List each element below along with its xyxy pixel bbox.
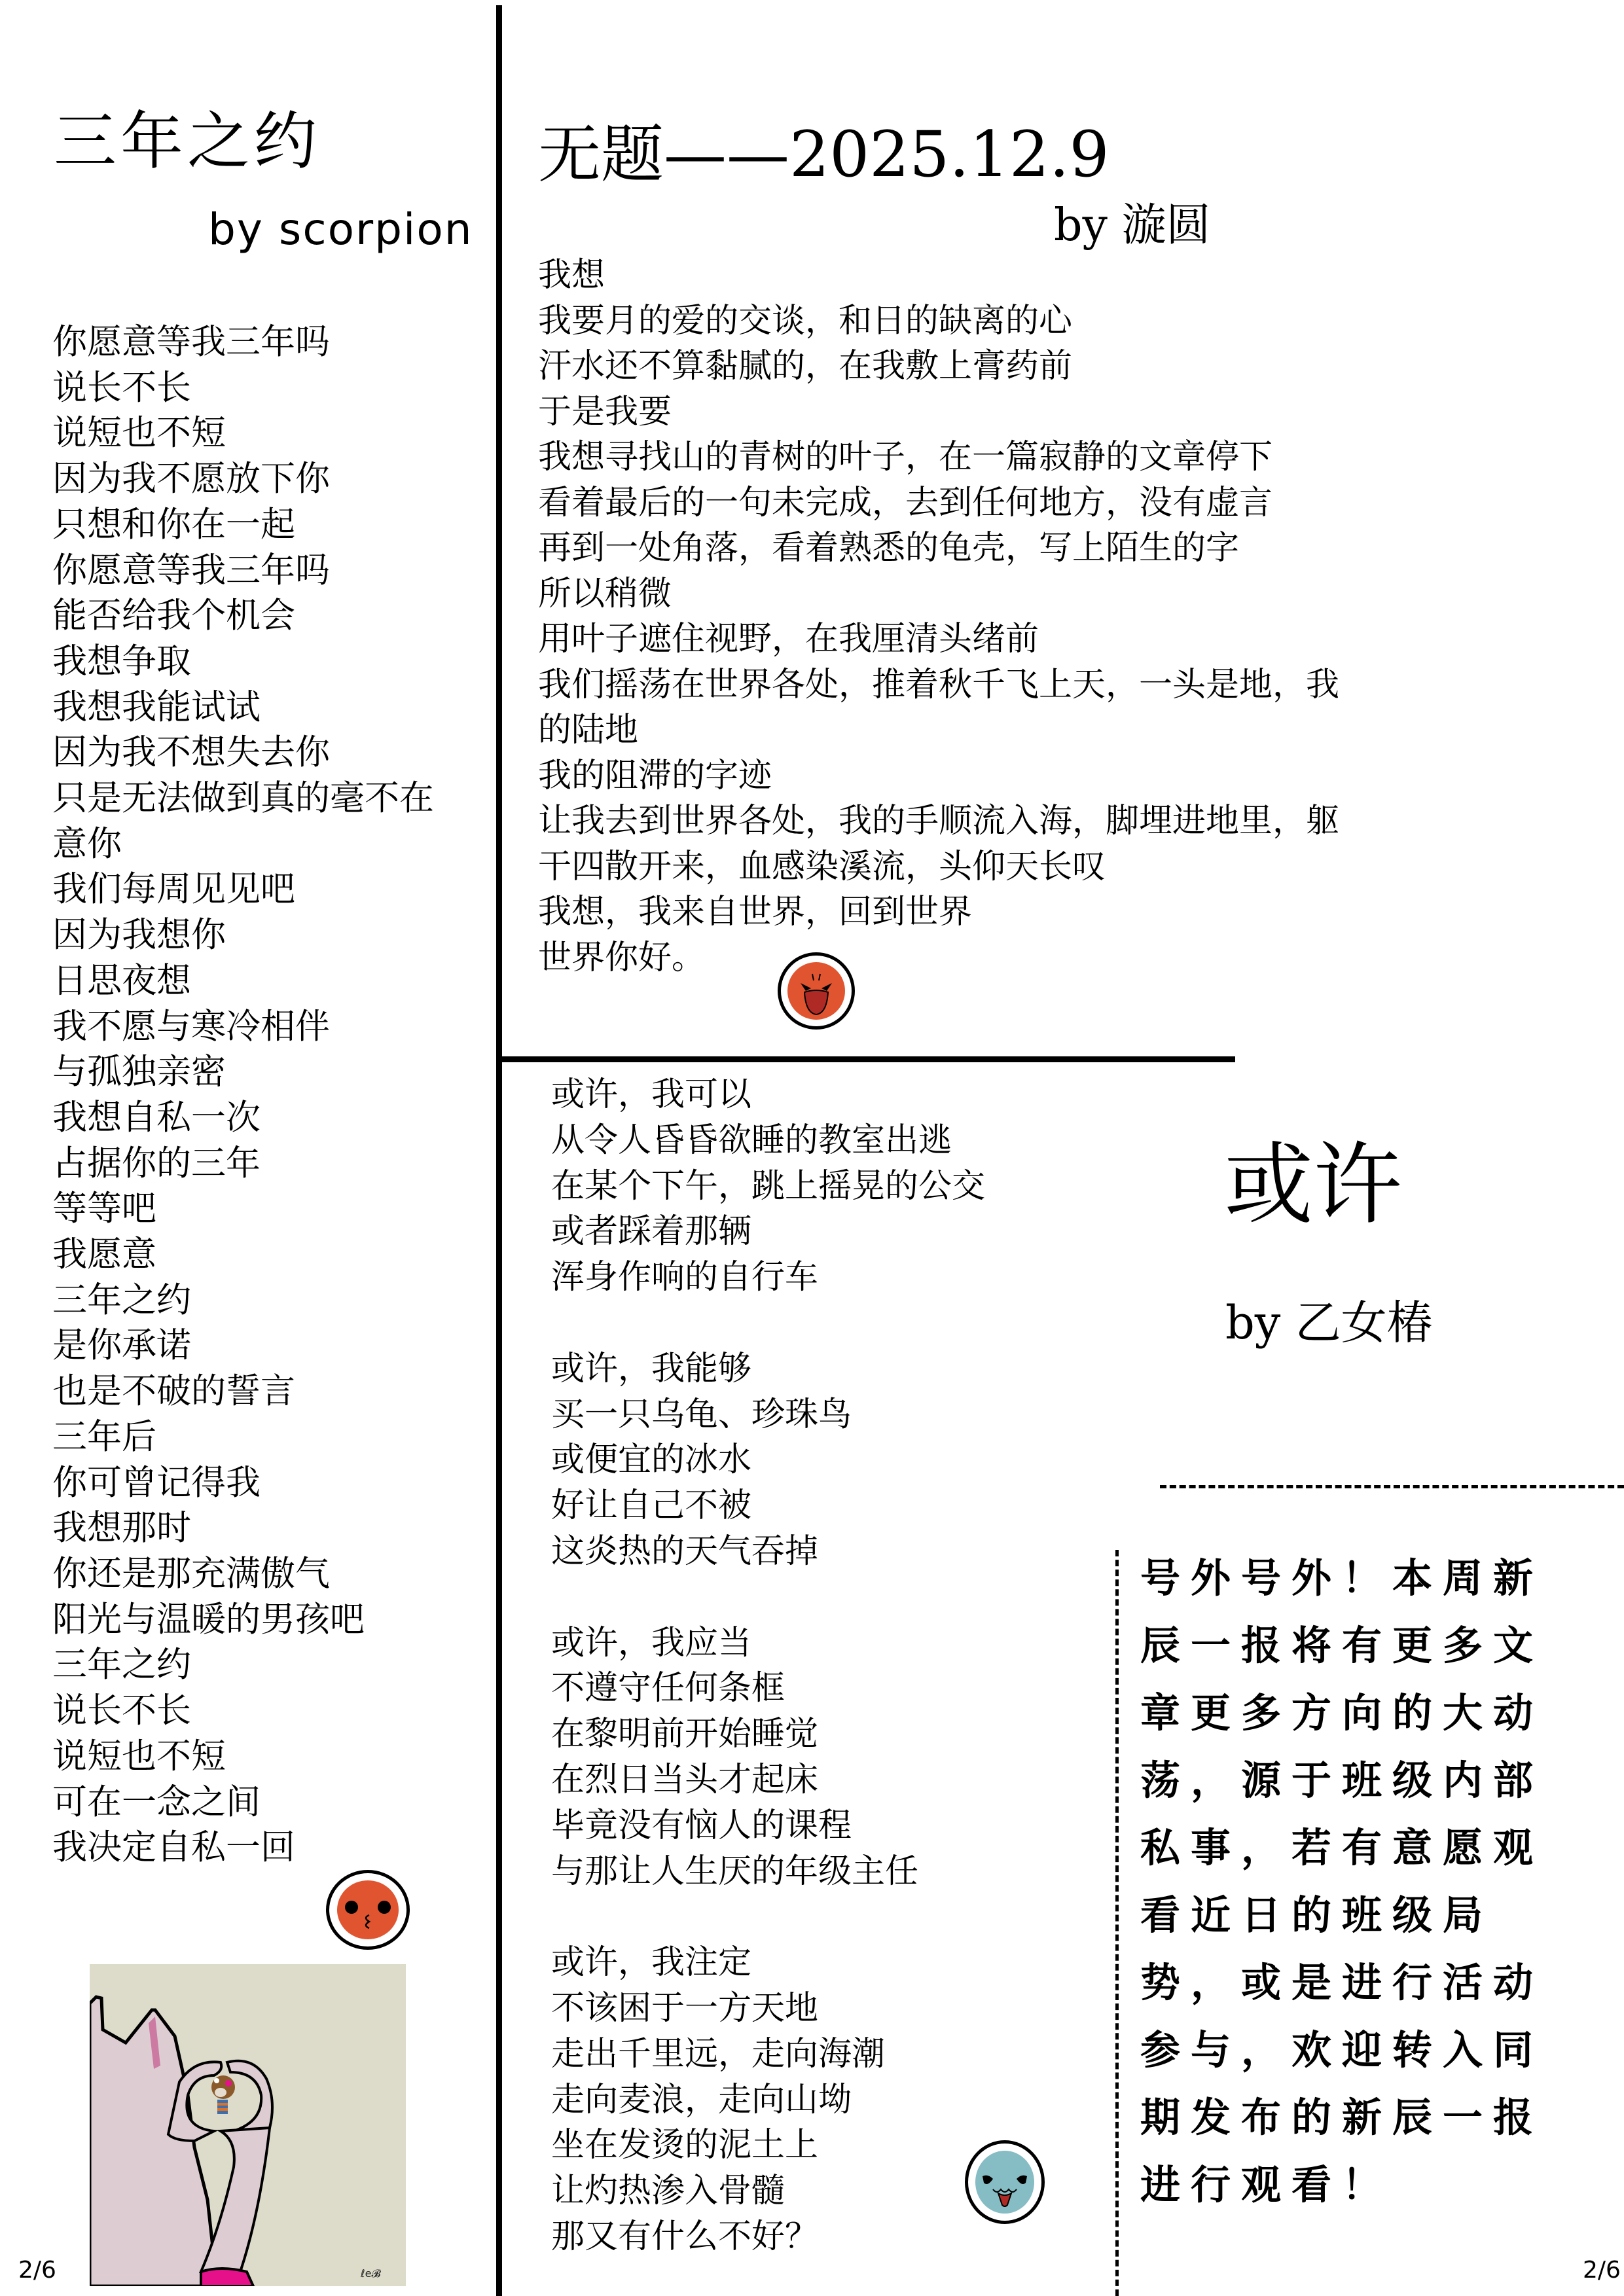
poem-line: 日思夜想 bbox=[52, 960, 191, 1001]
poem-line: 是你承诺 bbox=[52, 1325, 191, 1366]
poem-line: 不该困于一方天地 bbox=[551, 1988, 819, 2028]
poem-line: 可在一念之间 bbox=[52, 1782, 261, 1822]
poem-line: 我想，我来自世界，回到世界 bbox=[538, 893, 973, 931]
poem-line: 汗水还不算黏腻的，在我敷上膏药前 bbox=[538, 347, 1073, 386]
poem-line: 或许，我可以 bbox=[551, 1075, 752, 1114]
poem-line: 因为我想你 bbox=[52, 915, 226, 956]
poem-line: 与那让人生厌的年级主任 bbox=[551, 1852, 919, 1891]
poem-line: 你还是那充满傲气 bbox=[52, 1553, 330, 1594]
poem-line: 因为我不想失去你 bbox=[52, 732, 330, 773]
poem-line: 买一只乌龟、珍珠鸟 bbox=[551, 1395, 852, 1434]
poem-line: 因为我不愿放下你 bbox=[52, 459, 330, 499]
poem-line: 说长不长 bbox=[52, 367, 191, 408]
poem-line: 好让自己不被 bbox=[551, 1486, 752, 1526]
poem-line: 我愿意 bbox=[52, 1234, 156, 1275]
notice-line: 私事，若有意愿观 bbox=[1140, 1825, 1544, 1871]
poem-line: 这炎热的天气吞掉 bbox=[551, 1532, 819, 1571]
poem-line: 能否给我个机会 bbox=[52, 596, 295, 636]
notice-dashed-border-left bbox=[1115, 1550, 1119, 2296]
notice-line: 进行观看！ bbox=[1140, 2162, 1393, 2208]
poem-line: 与孤独亲密 bbox=[52, 1052, 226, 1092]
poem-author: by scorpion bbox=[208, 204, 473, 255]
poem-title: 或许 bbox=[1224, 1134, 1402, 1237]
poem-line: 我想自私一次 bbox=[52, 1097, 261, 1138]
poem-line: 于是我要 bbox=[538, 392, 672, 431]
poem-line: 让灼热渗入骨髓 bbox=[551, 2172, 785, 2211]
poem-line: 那又有什么不好？ bbox=[551, 2217, 819, 2256]
poem-line: 不遵守任何条框 bbox=[551, 1669, 785, 1708]
poem-line: 坐在发烫的泥土上 bbox=[551, 2126, 819, 2165]
poem-line: 毕竟没有恼人的课程 bbox=[551, 1806, 852, 1845]
poem-line: 你愿意等我三年吗 bbox=[52, 322, 330, 362]
notice-line: 参与，欢迎转入同 bbox=[1140, 2027, 1544, 2073]
poem-line: 再到一处角落，看着熟悉的龟壳，写上陌生的字 bbox=[538, 529, 1240, 567]
poem-line bbox=[551, 1575, 985, 1621]
poem-line: 用叶子遮住视野，在我厘清头绪前 bbox=[538, 620, 1039, 658]
page-number-left: 2/6 bbox=[18, 2257, 56, 2284]
poem-line: 也是不破的誓言 bbox=[52, 1371, 295, 1412]
poem-line: 看着最后的一句未完成，去到任何地方，没有虚言 bbox=[538, 483, 1273, 522]
poem-line: 我想那时 bbox=[52, 1508, 191, 1549]
poem-title: 三年之约 bbox=[54, 105, 321, 178]
vertical-divider bbox=[496, 5, 502, 2296]
poem-body bbox=[52, 319, 434, 1871]
page-number-right: 2/6 bbox=[1583, 2257, 1621, 2284]
poem-line: 或者踩着那辆 bbox=[551, 1212, 752, 1251]
poem-line: 说短也不短 bbox=[52, 1736, 226, 1776]
poem-line: 让我去到世界各处，我的手顺流入海，脚埋进地里，躯 bbox=[538, 802, 1340, 840]
poem-line: 或许，我应当 bbox=[551, 1623, 752, 1662]
poem-line: 等等吧 bbox=[52, 1189, 156, 1229]
notice-line: 辰一报将有更多文 bbox=[1140, 1623, 1544, 1669]
illustration-hands-bear bbox=[90, 1964, 406, 2286]
poem-line: 三年之约 bbox=[52, 1280, 191, 1320]
poem-line: 我们每周见见吧 bbox=[52, 869, 295, 910]
notice-line: 号外号外！本周新 bbox=[1140, 1555, 1544, 1602]
poem-title: 无题——2025.12.9 bbox=[538, 118, 1110, 191]
notice-line: 看近日的班级局 bbox=[1140, 1892, 1494, 1939]
poem-line: 阳光与温暖的男孩吧 bbox=[52, 1599, 365, 1640]
poem-author: by 漩圆 bbox=[1054, 200, 1211, 251]
poem-line: 我们摇荡在世界各处，推着秋千飞上天，一头是地，我 bbox=[538, 665, 1340, 704]
poem-line: 我想 bbox=[538, 256, 605, 295]
poem-line: 从令人昏昏欲睡的教室出逃 bbox=[551, 1121, 952, 1160]
poem-line bbox=[551, 1300, 985, 1346]
poem-line: 我要月的爱的交谈，和日的缺离的心 bbox=[538, 301, 1073, 340]
notice-dashed-border-top bbox=[1160, 1485, 1624, 1488]
poem-line: 在某个下午，跳上摇晃的公交 bbox=[551, 1166, 986, 1206]
poem-line: 我的阻滞的字迹 bbox=[538, 756, 772, 795]
taiko-red-angry-face-icon bbox=[778, 952, 855, 1030]
poem-line: 干四散开来，血感染溪流，头仰天长叹 bbox=[538, 847, 1106, 886]
illustration-signature: ℓe𝓑 bbox=[361, 2267, 381, 2280]
poem-line: 我不愿与寒冷相伴 bbox=[52, 1006, 330, 1047]
poem-line: 或便宜的冰水 bbox=[551, 1441, 752, 1480]
poem-line: 走出千里远，走向海潮 bbox=[551, 2034, 886, 2073]
poem-line: 三年后 bbox=[52, 1416, 156, 1457]
notice-line: 章更多方向的大动 bbox=[1140, 1690, 1544, 1736]
poem-line: 所以稍微 bbox=[538, 574, 672, 613]
extra-notice bbox=[1140, 1545, 1612, 2219]
taiko-red-kiss-face-icon bbox=[326, 1870, 410, 1950]
poem-line: 意你 bbox=[52, 823, 122, 864]
poem-line: 我想寻找山的青树的叶子，在一篇寂静的文章停下 bbox=[538, 438, 1273, 476]
poem-line: 占据你的三年 bbox=[52, 1143, 261, 1183]
poem-line: 或许，我注定 bbox=[551, 1943, 752, 1982]
poem-line: 世界你好。 bbox=[538, 938, 706, 977]
poem-line: 或许，我能够 bbox=[551, 1349, 752, 1388]
poem-author: by 乙女椿 bbox=[1225, 1296, 1433, 1350]
notice-line: 荡，源于班级内部 bbox=[1140, 1757, 1544, 1804]
poem-line: 我决定自私一回 bbox=[52, 1827, 295, 1868]
poem-line: 在烈日当头才起床 bbox=[551, 1760, 819, 1799]
notice-line: 势，或是进行活动 bbox=[1140, 1960, 1544, 2006]
poem-body bbox=[551, 1072, 985, 2260]
poem-line: 你愿意等我三年吗 bbox=[52, 550, 330, 590]
poem-line: 说短也不短 bbox=[52, 413, 226, 454]
poem-line: 的陆地 bbox=[538, 711, 639, 749]
poem-line bbox=[551, 1894, 985, 1940]
poem-line: 浑身作响的自行车 bbox=[551, 1258, 819, 1297]
poem-line: 三年之约 bbox=[52, 1645, 191, 1685]
poem-line: 你可曾记得我 bbox=[52, 1462, 261, 1503]
poem-line: 我想争取 bbox=[52, 641, 191, 681]
poem-line: 只是无法做到真的毫不在 bbox=[52, 778, 434, 819]
poem-line: 我想我能试试 bbox=[52, 687, 261, 727]
poem-line: 说长不长 bbox=[52, 1691, 191, 1731]
horizontal-divider bbox=[502, 1056, 1235, 1062]
taiko-blue-grin-face-icon bbox=[965, 2140, 1045, 2224]
poem-line: 走向麦浪，走向山坳 bbox=[551, 2080, 852, 2119]
notice-line: 期发布的新辰一报 bbox=[1140, 2094, 1544, 2141]
poem-line: 在黎明前开始睡觉 bbox=[551, 1715, 819, 1754]
poem-body bbox=[538, 253, 1339, 980]
poem-line: 只想和你在一起 bbox=[52, 504, 295, 545]
